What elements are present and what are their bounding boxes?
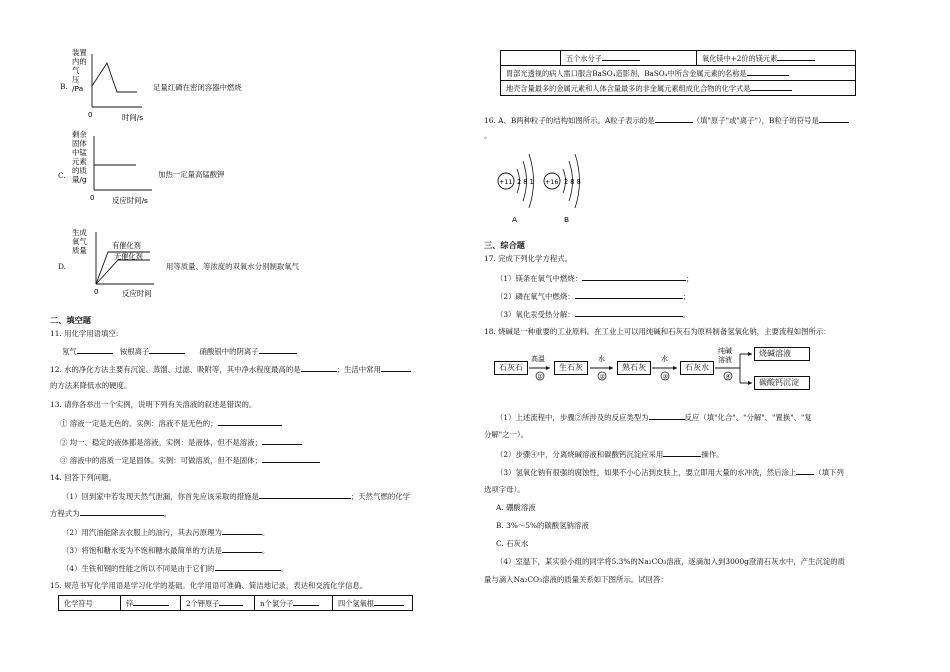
answer-blank[interactable] <box>218 418 282 426</box>
ylabel-line: 气 <box>72 66 80 75</box>
table-row: 地壳含量最多的金属元素和人体含量最多的非金属元素组成化合物的化学式是 <box>501 81 856 96</box>
question-14: 14. 回答下列问题。 <box>50 473 116 482</box>
svg-text:元素: 元素 <box>72 157 87 166</box>
option[interactable]: A. 硼酸溶液 <box>496 503 536 512</box>
svg-text:0: 0 <box>94 288 99 296</box>
flow-node: 碳酸钙沉淀 <box>754 376 810 390</box>
table-row <box>59 596 413 611</box>
answer-blank[interactable] <box>381 364 411 372</box>
answer-blank[interactable] <box>80 508 164 516</box>
flow-node: 烧碱溶液 <box>754 347 810 361</box>
q15-table-cont <box>500 50 856 96</box>
question-12-cont: 的方法来降低水的硬度。 <box>50 381 132 390</box>
q18-item: （4）室温下，某实验小组的同学将5.3%的Na₂CO₃溶液，逐滴加入到3000g澄清石灰水中，产生沉淀的质 <box>496 557 845 566</box>
q14-item: （4）生铁和钢的性能之所以不同是由于它们的 。 <box>62 564 288 573</box>
q11-blanks: 氖气 铵根离子 硝酸银中的阴离子 <box>62 346 297 356</box>
option-d-graph <box>70 226 170 302</box>
svg-text:④: ④ <box>725 373 731 381</box>
answer-blank[interactable] <box>575 291 683 299</box>
table-cell[interactable]: 四个氢氧根 <box>333 596 413 611</box>
option-c-letter: C. <box>58 171 66 180</box>
answer-blank[interactable] <box>259 346 297 354</box>
atom-b <box>544 154 581 224</box>
option-c-graph <box>70 128 170 208</box>
question-17: 17. 完成下列化学方程式。 <box>484 254 573 263</box>
pressure-curve <box>92 63 137 92</box>
atom-a <box>498 154 534 224</box>
origin-label: 0 <box>88 111 93 119</box>
atom-label: B <box>564 215 570 224</box>
ylabel-line: 内的 <box>72 57 87 66</box>
answer-blank[interactable] <box>262 455 320 463</box>
section-heading: 三、综合题 <box>484 240 525 250</box>
question-13: 13. 请你各举出一个实例，说明下列有关溶液的叙述是错误的。 <box>50 400 257 409</box>
question-11: 11. 用化学用语填空: <box>50 329 119 338</box>
flow-node: 熟石灰 <box>617 361 651 375</box>
svg-text:纯碱: 纯碱 <box>718 347 732 355</box>
q18-item: 量与滴入Na₂CO₃溶液的质量关系如下图所示。试回答： <box>484 575 668 584</box>
svg-text:水: 水 <box>661 355 668 363</box>
answer-blank[interactable] <box>149 346 185 354</box>
question-15: 15. 规范书写化学用语是学习化学的基础。化学用语可准确、简洁地记录，表达和交流化学信息。 <box>50 581 368 590</box>
electron-shells: 2 8 8 <box>564 178 581 186</box>
q13-item: ③ 溶液中的溶质一定是固体。实例：可做溶质，但不是固体； <box>60 455 320 465</box>
ylabel-line: 装置 <box>72 48 87 57</box>
svg-text:中锰: 中锰 <box>72 148 87 157</box>
svg-text:剩余: 剩余 <box>72 130 87 139</box>
option[interactable]: C. 石灰水 <box>496 539 529 548</box>
option-c-caption: 加热一定量高锰酸钾 <box>158 170 225 179</box>
q17-item: （2）磷在氧气中燃烧： ； <box>496 292 691 301</box>
q13-item: ① 溶液一定是无色的。实例：溶液不是无色的； <box>60 418 282 428</box>
svg-text:氧气: 氧气 <box>72 237 87 246</box>
table-row: 五个水分子 氧化镁中+2价的镁元素 <box>501 51 856 66</box>
svg-text:②: ② <box>599 373 605 381</box>
flow-node: 石灰水 <box>680 361 714 375</box>
svg-text:+16: +16 <box>545 178 559 186</box>
option-b-letter: B. <box>60 82 68 91</box>
q14-item: 方程式为 。 <box>50 509 171 518</box>
svg-text:0: 0 <box>90 194 95 202</box>
answer-blank[interactable] <box>222 527 262 535</box>
answer-blank[interactable] <box>77 346 113 354</box>
section-heading: 二、填空题 <box>50 315 91 325</box>
answer-blank[interactable] <box>259 491 351 499</box>
q18-item: （2）步骤④中，分离烧碱溶液和碳酸钙沉淀应采用 操作。 <box>496 450 724 459</box>
answer-blank[interactable] <box>655 115 693 123</box>
q14-item: （3）将饱和糖水变为不饱和糖水最简单的方法是 。 <box>62 546 270 555</box>
atom-structure-diagram <box>494 146 614 228</box>
q13-item: ② 均一、稳定的液体都是溶液。实例：是液体，但不是溶液； <box>60 437 302 447</box>
q14-item: （1）回到家中若发现天然气泄漏，你首先应该采取的措施是 ；天然气燃的化学 <box>62 492 411 501</box>
table-cell[interactable]: n个氯分子 <box>255 596 333 611</box>
table-cell: 化学符号 <box>59 596 121 611</box>
answer-blank[interactable] <box>819 115 849 123</box>
svg-text:反应时间: 反应时间 <box>122 289 152 298</box>
option-b-graph <box>70 46 160 122</box>
svg-text:反应时间/s: 反应时间/s <box>112 196 148 205</box>
answer-blank[interactable] <box>222 545 262 553</box>
option-b-caption: 足量红磷在密闭容器中燃烧 <box>153 83 242 92</box>
q18-item: （3）氢氧化钠有很强的腐蚀性，如果不小心沾到皮肤上，要立即用大量的水冲洗，然后涂上 （填下列 <box>496 468 844 477</box>
ylabel-line: /Pa <box>72 84 84 93</box>
answer-blank[interactable] <box>796 467 814 475</box>
flow-node: 生石灰 <box>554 361 588 375</box>
svg-text:溶液: 溶液 <box>718 356 732 364</box>
answer-blank[interactable] <box>301 364 337 372</box>
svg-text:量/g: 量/g <box>72 175 87 184</box>
q14-item: （2）用汽油能除去衣服上的油污，其去污原理为 。 <box>62 528 270 537</box>
svg-text:+11: +11 <box>499 178 513 186</box>
q18-item: （1）上述流程中，步骤②所涉及的反应类型为 反应（填"化合"、"分解"、"置换"、"复 <box>496 413 812 422</box>
answer-blank[interactable] <box>262 437 302 445</box>
ylabel-line: 压 <box>72 75 80 84</box>
q15-table <box>58 595 413 611</box>
question-12: 12. 水的净化方法主要有沉淀、蒸馏、过滤、吸附等，其中净水程度最高的是 ；生活中常用 <box>50 364 411 374</box>
answer-blank[interactable] <box>663 449 701 457</box>
table-cell[interactable]: 锌 <box>121 596 181 611</box>
svg-text:生成: 生成 <box>72 228 87 237</box>
svg-text:固体: 固体 <box>72 139 87 148</box>
svg-text:质量: 质量 <box>72 246 87 255</box>
option[interactable]: B. 3%～5%的碳酸氢钠溶液 <box>496 521 589 530</box>
svg-text:③: ③ <box>662 373 668 381</box>
catalyst-label: 有催化剂 <box>112 241 141 250</box>
xlabel: 时间/s <box>122 113 144 122</box>
question-16: 16. A、B两种粒子的结构如图所示。A粒子表示的是 （填"原子"或"离子"），B粒子的符号是 <box>484 115 849 125</box>
flow-node: 石灰石 <box>494 361 528 375</box>
option-d-letter: D. <box>58 262 67 271</box>
answer-blank[interactable] <box>575 309 683 317</box>
no-catalyst-label: 无催化剂 <box>114 252 143 261</box>
q17-item: （3）氧化汞受热分解： 。 <box>496 310 691 319</box>
svg-text:的质: 的质 <box>72 166 87 175</box>
answer-blank[interactable] <box>215 563 281 571</box>
svg-text:水: 水 <box>598 355 605 363</box>
table-row: 胃部光透视的病人需口服含BaSO₄造影剂，BaSO₄中所含金属元素的名称是 <box>501 66 856 81</box>
svg-text:①: ① <box>537 373 543 381</box>
table-cell[interactable]: 2个钾原子 <box>181 596 255 611</box>
atom-label: A <box>512 215 518 224</box>
electron-shells: 2 8 1 <box>517 178 534 186</box>
q17-item: （1）镁条在氧气中燃烧： ； <box>496 274 694 283</box>
answer-blank[interactable] <box>582 273 686 281</box>
svg-text:高温: 高温 <box>531 355 545 363</box>
question-18: 18. 烧碱是一种重要的工业原料。在工业上可以用纯碱和石灰石为原料制备氢氧化钠，主要流程如图所示： <box>484 327 831 336</box>
option-d-caption: 用等质量、等浓度的双氧水分别制取氧气 <box>166 262 300 271</box>
answer-blank[interactable] <box>649 412 685 420</box>
